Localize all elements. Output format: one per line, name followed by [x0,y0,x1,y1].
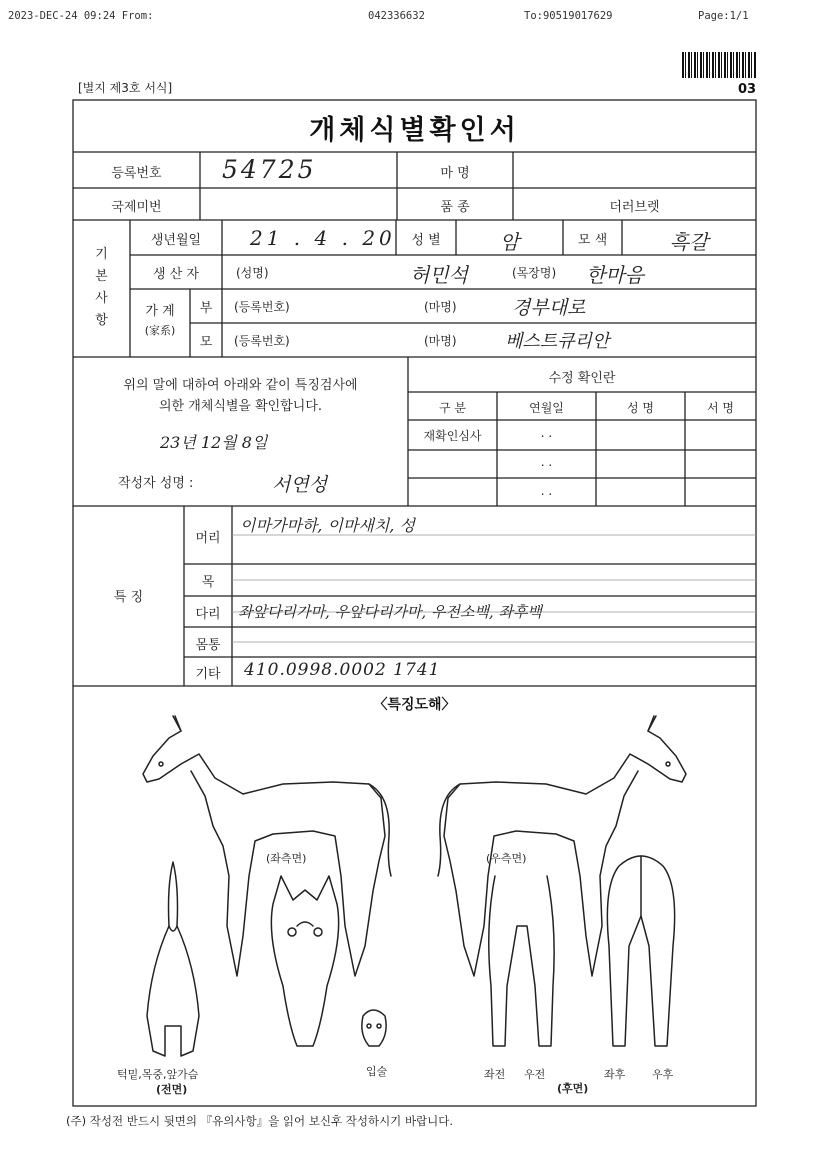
coat-color-value: 흑갈 [669,230,709,254]
rev-date-dots: . . [540,484,553,498]
confirm-statement-line2: 의한 개체식별을 확인합니다. [158,399,323,414]
diagram-title: 〈특징도해〉 [373,697,456,713]
lips-label: 입술 [366,1065,388,1078]
form-number: [별지 제3호 서식] [78,81,173,95]
barcode-number: 03 [738,82,757,97]
body-label: 몸통 [195,638,221,653]
pedigree-hanja: (家系) [144,324,176,337]
left-hind-label: 좌후 [604,1068,626,1081]
other-label: 기타 [195,667,221,682]
document-title: 개체식별확인서 [309,115,520,146]
right-hind-label: 우후 [652,1068,674,1081]
front-view-label: 턱밑,목중,앞가슴 [117,1068,199,1081]
writer-signature: 서연성 [272,474,328,496]
right-side-label: (우측면) [486,852,527,865]
features-section-label: 특 징 [113,590,144,605]
footnote: (주) 작성전 반드시 뒷면의 『유의사항』을 읽어 보신후 작성하시기 바랍니다. [66,1114,454,1128]
rev-row-reexam: 재확인심사 [423,429,482,443]
front-legs-drawing [489,876,554,1046]
neck-label: 목 [201,575,215,590]
rear-view-caption: (후면) [557,1082,589,1095]
head-front-drawing [271,876,338,1046]
ranch-name-label: (목장명) [512,266,557,280]
producer-label: 생 산 자 [153,267,199,282]
left-side-label: (좌측면) [266,852,307,865]
rev-header-sign: 서 명 [707,401,734,415]
basic-label-char: 기 [95,247,108,262]
sex-value: 암 [499,230,520,254]
sire-name-value: 경부대로 [512,297,586,319]
ranch-name-value: 한마음 [586,263,644,287]
sire-label: 부 [199,301,213,316]
sire-reg-label: (등록번호) [234,300,290,314]
owner-name-label: (성명) [236,266,269,280]
right-side-horse-drawing [438,716,686,976]
rev-header-type: 구 분 [439,401,466,415]
confirm-statement-line1: 위의 말에 대하여 아래와 같이 특징검사에 [123,378,358,393]
reg-number-label: 등록번호 [111,166,162,181]
breed-label: 품 종 [440,200,470,215]
fax-date: 2023-DEC-24 09:24 From: [8,10,154,22]
basic-label-char: 항 [95,313,108,328]
dam-label: 모 [199,335,213,350]
writer-label: 작성자 성명 : [118,476,194,491]
fax-from-number: 042336632 [368,10,425,22]
reg-number-value: 54725 [222,155,317,184]
pedigree-label: 가 계 [145,304,175,319]
confirm-date: 23년 12월 8일 [160,433,268,452]
birth-date-value: 21 . 4 . 20 [250,226,396,250]
head-label: 머리 [195,531,221,546]
dam-name-label: (마명) [424,334,457,348]
intl-number-label: 국제미번 [111,200,162,215]
breed-value: 더러브렛 [609,200,660,215]
coat-color-label: 모 색 [577,233,608,248]
basic-label-char: 사 [95,291,108,306]
legs-label: 다리 [195,607,221,622]
rev-header-date: 연월일 [529,401,564,415]
left-side-horse-drawing [143,716,391,976]
fax-page: Page:1/1 [698,10,749,22]
dam-reg-label: (등록번호) [234,334,290,348]
sire-name-label: (마명) [424,300,457,314]
rev-header-name: 성 명 [627,401,654,415]
head-value: 이마가마하, 이마새치, 성 [240,516,415,535]
basic-label-char: 본 [95,269,108,284]
right-front-label: 우전 [524,1068,546,1081]
front-view-caption: (전면) [156,1083,188,1096]
rev-date-dots: . . [540,426,553,440]
left-front-label: 좌전 [484,1068,506,1081]
dam-name-value: 베스트큐리안 [505,331,610,352]
owner-name-value: 허민석 [410,263,468,287]
fax-to: To:90519017629 [524,10,613,22]
front-neck-drawing [147,862,199,1056]
rev-date-dots: . . [540,455,553,469]
other-value: 410.0998.0002 1741 [244,660,441,680]
basic-section-label [73,244,130,332]
horse-name-label: 마 명 [440,166,470,181]
legs-value: 좌앞다리가마, 우앞다리가마, 우전소백, 좌후백 [238,603,542,621]
sex-label: 성 별 [411,233,441,248]
horse-diagram [73,686,756,1106]
revision-title: 수정 확인란 [548,371,616,386]
muzzle-drawing [362,1010,386,1046]
birth-date-label: 생년월일 [150,233,202,248]
rear-view-drawing [607,856,674,1046]
